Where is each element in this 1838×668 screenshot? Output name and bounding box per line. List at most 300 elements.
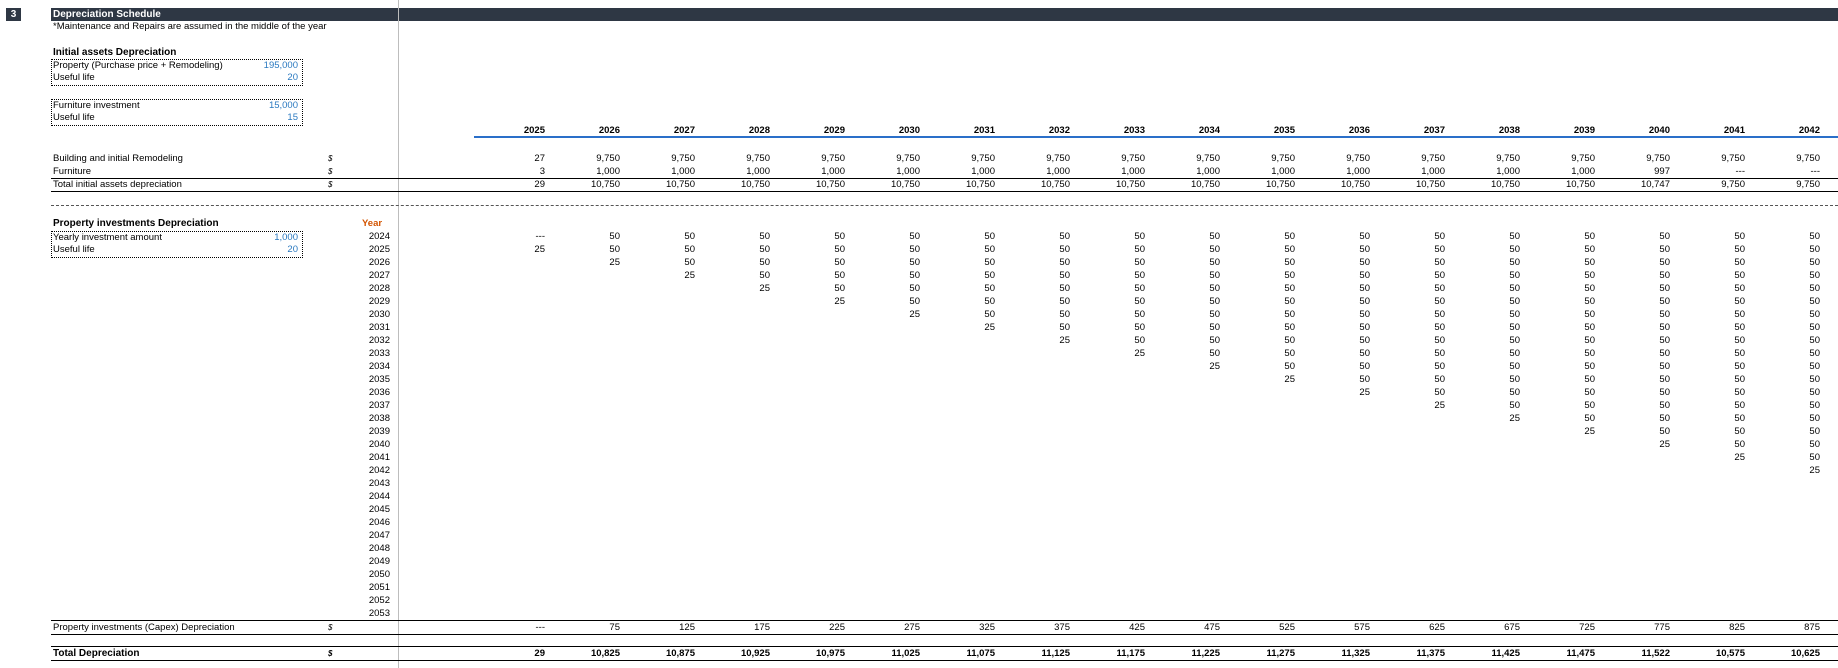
investment-depreciation-cell: 25 xyxy=(909,309,920,320)
investment-year-label: 2050 xyxy=(368,569,390,580)
investment-depreciation-cell: 25 xyxy=(1359,387,1370,398)
investment-depreciation-cell: 50 xyxy=(1509,361,1520,372)
investment-depreciation-cell: 50 xyxy=(1659,309,1670,320)
investment-depreciation-cell: 50 xyxy=(1209,335,1220,346)
investment-depreciation-cell: 50 xyxy=(1059,270,1070,281)
investment-year-label: 2051 xyxy=(368,582,390,593)
investment-depreciation-cell: 50 xyxy=(1584,400,1595,411)
depreciation-cell: 9,750 xyxy=(1196,153,1220,164)
investment-depreciation-cell: 50 xyxy=(1434,348,1445,359)
investment-depreciation-cell: 50 xyxy=(1209,244,1220,255)
depreciation-cell: 10,750 xyxy=(1565,179,1595,190)
investment-depreciation-cell: 50 xyxy=(1584,348,1595,359)
investment-depreciation-cell: 50 xyxy=(984,244,995,255)
furniture-row-label: Furniture xyxy=(53,166,92,177)
investment-depreciation-cell: 50 xyxy=(1809,348,1820,359)
furniture-label: Furniture investment xyxy=(53,100,140,111)
investment-depreciation-cell: 50 xyxy=(1059,309,1070,320)
investment-year-label: 2025 xyxy=(368,244,390,255)
total-cell: 11,025 xyxy=(891,648,920,659)
investment-year-label: 2027 xyxy=(368,270,390,281)
depreciation-cell: 9,750 xyxy=(821,153,845,164)
investment-year-label: 2047 xyxy=(368,530,390,541)
depreciation-cell: 10,750 xyxy=(890,179,920,190)
investment-depreciation-cell: 25 xyxy=(1209,361,1220,372)
total-cell: 11,275 xyxy=(1266,648,1295,659)
year-header-cell: 2029 xyxy=(823,125,845,136)
investment-depreciation-cell: 50 xyxy=(1284,348,1295,359)
investment-depreciation-cell: 50 xyxy=(1134,244,1145,255)
depreciation-cell: 1,000 xyxy=(1496,166,1520,177)
investment-depreciation-cell: 25 xyxy=(1434,400,1445,411)
investment-depreciation-cell: 50 xyxy=(1284,361,1295,372)
capex-cell: 875 xyxy=(1804,622,1820,633)
investment-year-label: 2031 xyxy=(368,322,390,333)
investment-depreciation-cell: 50 xyxy=(909,296,920,307)
investment-depreciation-cell: 50 xyxy=(1734,296,1745,307)
depreciation-cell: 9,750 xyxy=(1796,179,1820,190)
total-cell: 29 xyxy=(534,648,545,659)
investment-depreciation-cell: 50 xyxy=(1284,231,1295,242)
capex-label: Property investments (Capex) Depreciation xyxy=(53,622,235,633)
investment-depreciation-cell: 50 xyxy=(1209,270,1220,281)
investment-year-label: 2037 xyxy=(368,400,390,411)
depreciation-cell: 10,750 xyxy=(1190,179,1220,190)
capex-cell: --- xyxy=(535,622,545,633)
capex-cell: 275 xyxy=(904,622,920,633)
depreciation-cell: 9,750 xyxy=(1796,153,1820,164)
investment-depreciation-cell: 50 xyxy=(1434,257,1445,268)
depreciation-cell: 10,750 xyxy=(665,179,695,190)
investment-depreciation-cell: 50 xyxy=(1284,244,1295,255)
investment-year-label: 2026 xyxy=(368,257,390,268)
investment-depreciation-cell: 50 xyxy=(1584,283,1595,294)
capex-bottom-border xyxy=(51,634,1838,635)
investment-depreciation-cell: 50 xyxy=(1059,322,1070,333)
investment-depreciation-cell: 25 xyxy=(1659,439,1670,450)
capex-cell: 175 xyxy=(754,622,770,633)
investment-year-label: 2040 xyxy=(368,439,390,450)
depreciation-cell: 10,750 xyxy=(1265,179,1295,190)
capex-cell: 575 xyxy=(1354,622,1370,633)
investment-depreciation-cell: 50 xyxy=(1284,309,1295,320)
investment-depreciation-cell: 50 xyxy=(1809,387,1820,398)
header-underline xyxy=(474,136,1838,138)
investment-depreciation-cell: 50 xyxy=(1584,374,1595,385)
investment-depreciation-cell: 50 xyxy=(1434,309,1445,320)
investment-depreciation-cell: 50 xyxy=(984,296,995,307)
investment-depreciation-cell: 50 xyxy=(1359,257,1370,268)
investment-depreciation-cell: 50 xyxy=(1209,296,1220,307)
total-cell: 10,625 xyxy=(1790,648,1820,659)
investment-depreciation-cell: 50 xyxy=(1359,270,1370,281)
investment-depreciation-cell: --- xyxy=(535,231,545,242)
yearly-investment-input[interactable]: 1,000 xyxy=(274,232,298,243)
total-cell: 11,325 xyxy=(1341,648,1370,659)
investment-depreciation-cell: 50 xyxy=(1359,296,1370,307)
investment-depreciation-cell: 50 xyxy=(1434,283,1445,294)
investment-year-label: 2041 xyxy=(368,452,390,463)
investment-depreciation-cell: 50 xyxy=(1284,270,1295,281)
investment-depreciation-cell: 50 xyxy=(1059,283,1070,294)
frozen-column-divider xyxy=(398,0,399,668)
investment-depreciation-cell: 50 xyxy=(1059,257,1070,268)
investment-year-label: 2039 xyxy=(368,426,390,437)
initial-assets-heading: Initial assets Depreciation xyxy=(53,47,177,58)
property-life-input[interactable]: 20 xyxy=(287,72,298,83)
property-value-input[interactable]: 195,000 xyxy=(263,60,298,71)
investment-depreciation-cell: 50 xyxy=(1509,335,1520,346)
investment-depreciation-cell: 50 xyxy=(684,257,695,268)
investment-depreciation-cell: 50 xyxy=(1734,335,1745,346)
investment-depreciation-cell: 50 xyxy=(1209,283,1220,294)
investment-depreciation-cell: 50 xyxy=(984,283,995,294)
investment-depreciation-cell: 50 xyxy=(1509,283,1520,294)
investment-depreciation-cell: 25 xyxy=(684,270,695,281)
investment-depreciation-cell: 50 xyxy=(1734,257,1745,268)
depreciation-cell: 1,000 xyxy=(1121,166,1145,177)
depreciation-cell: 1,000 xyxy=(746,166,770,177)
investment-depreciation-cell: 50 xyxy=(759,231,770,242)
depreciation-cell: 9,750 xyxy=(1571,153,1595,164)
investment-depreciation-cell: 50 xyxy=(1584,270,1595,281)
total-cell: 11,075 xyxy=(966,648,995,659)
investment-depreciation-cell: 50 xyxy=(1809,244,1820,255)
investment-depreciation-cell: 50 xyxy=(834,244,845,255)
investment-depreciation-cell: 50 xyxy=(1659,348,1670,359)
investment-depreciation-cell: 50 xyxy=(1809,361,1820,372)
year-header-cell: 2032 xyxy=(1048,125,1070,136)
depreciation-cell: 1,000 xyxy=(1046,166,1070,177)
investment-year-label: 2028 xyxy=(368,283,390,294)
investment-depreciation-cell: 50 xyxy=(1284,257,1295,268)
total-cell: 10,825 xyxy=(590,648,620,659)
total-cell: 11,522 xyxy=(1641,648,1670,659)
investment-depreciation-cell: 50 xyxy=(1659,413,1670,424)
investment-depreciation-cell: 50 xyxy=(1059,296,1070,307)
currency-symbol: $ xyxy=(328,623,333,632)
inv-useful-life-label: Useful life xyxy=(53,244,95,255)
investment-year-label: 2043 xyxy=(368,478,390,489)
depreciation-cell: 1,000 xyxy=(1271,166,1295,177)
investment-depreciation-cell: 25 xyxy=(609,257,620,268)
investment-depreciation-cell: 50 xyxy=(1659,244,1670,255)
depreciation-cell: 997 xyxy=(1654,166,1670,177)
year-header-cell: 2041 xyxy=(1723,125,1745,136)
investment-depreciation-cell: 50 xyxy=(1509,257,1520,268)
total-cell: 11,475 xyxy=(1566,648,1595,659)
investment-depreciation-cell: 25 xyxy=(1284,374,1295,385)
investment-depreciation-cell: 50 xyxy=(1734,374,1745,385)
currency-symbol: $ xyxy=(328,180,333,189)
investment-depreciation-cell: 50 xyxy=(1434,270,1445,281)
investment-depreciation-cell: 50 xyxy=(1509,387,1520,398)
depreciation-cell: 9,750 xyxy=(1721,153,1745,164)
investment-depreciation-cell: 50 xyxy=(1659,361,1670,372)
section-divider xyxy=(51,205,1838,206)
investment-depreciation-cell: 50 xyxy=(1659,322,1670,333)
depreciation-cell: 10,750 xyxy=(1115,179,1145,190)
total-cell: 10,875 xyxy=(665,648,695,659)
investment-year-label: 2032 xyxy=(368,335,390,346)
investment-depreciation-cell: 50 xyxy=(1659,231,1670,242)
investment-depreciation-cell: 25 xyxy=(1134,348,1145,359)
investment-depreciation-cell: 50 xyxy=(1584,387,1595,398)
capex-cell: 525 xyxy=(1279,622,1295,633)
year-header-cell: 2025 xyxy=(523,125,545,136)
investment-depreciation-cell: 50 xyxy=(1809,231,1820,242)
total-cell: 11,225 xyxy=(1191,648,1220,659)
investment-depreciation-cell: 50 xyxy=(1434,244,1445,255)
inv-useful-life-input[interactable]: 20 xyxy=(287,244,298,255)
investment-depreciation-cell: 50 xyxy=(1134,296,1145,307)
capex-cell: 225 xyxy=(829,622,845,633)
investment-depreciation-cell: 50 xyxy=(1734,439,1745,450)
year-header-cell: 2030 xyxy=(898,125,920,136)
investment-depreciation-cell: 50 xyxy=(1734,361,1745,372)
investment-depreciation-cell: 50 xyxy=(1584,322,1595,333)
year-header-cell: 2037 xyxy=(1423,125,1445,136)
investment-depreciation-cell: 50 xyxy=(1734,270,1745,281)
investment-depreciation-cell: 50 xyxy=(1584,335,1595,346)
depreciation-cell: 9,750 xyxy=(746,153,770,164)
investment-depreciation-cell: 50 xyxy=(1134,257,1145,268)
investment-year-label: 2053 xyxy=(368,608,390,619)
investment-depreciation-cell: 50 xyxy=(1209,257,1220,268)
furniture-life-label: Useful life xyxy=(53,112,95,123)
investment-year-label: 2052 xyxy=(368,595,390,606)
investment-depreciation-cell: 50 xyxy=(1509,400,1520,411)
investment-depreciation-cell: 50 xyxy=(1284,322,1295,333)
investment-depreciation-cell: 50 xyxy=(1584,413,1595,424)
depreciation-cell: 10,750 xyxy=(815,179,845,190)
depreciation-cell: 9,750 xyxy=(1646,153,1670,164)
investment-depreciation-cell: 50 xyxy=(1434,361,1445,372)
depreciation-cell: 1,000 xyxy=(1196,166,1220,177)
investment-depreciation-cell: 50 xyxy=(1734,426,1745,437)
investment-depreciation-cell: 50 xyxy=(1284,296,1295,307)
investment-depreciation-cell: 50 xyxy=(609,244,620,255)
investment-depreciation-cell: 50 xyxy=(1359,283,1370,294)
investment-depreciation-cell: 50 xyxy=(1134,231,1145,242)
investment-depreciation-cell: 50 xyxy=(1134,270,1145,281)
capex-cell: 825 xyxy=(1729,622,1745,633)
depreciation-cell: 1,000 xyxy=(596,166,620,177)
depreciation-cell: 9,750 xyxy=(1346,153,1370,164)
depreciation-cell: 9,750 xyxy=(1121,153,1145,164)
investment-depreciation-cell: 50 xyxy=(909,270,920,281)
investment-depreciation-cell: 50 xyxy=(1584,309,1595,320)
investment-year-label: 2046 xyxy=(368,517,390,528)
currency-symbol: $ xyxy=(328,154,333,163)
investment-depreciation-cell: 50 xyxy=(759,270,770,281)
investment-depreciation-cell: 25 xyxy=(1059,335,1070,346)
capex-cell: 375 xyxy=(1054,622,1070,633)
investment-depreciation-cell: 50 xyxy=(1209,231,1220,242)
investment-depreciation-cell: 50 xyxy=(759,244,770,255)
investment-depreciation-cell: 50 xyxy=(834,270,845,281)
depreciation-cell: 10,747 xyxy=(1640,179,1670,190)
depreciation-cell: --- xyxy=(1810,166,1820,177)
depreciation-cell: 1,000 xyxy=(1421,166,1445,177)
investment-year-label: 2048 xyxy=(368,543,390,554)
depreciation-cell: 1,000 xyxy=(1346,166,1370,177)
investment-depreciation-cell: 50 xyxy=(1509,322,1520,333)
investment-depreciation-cell: 50 xyxy=(1134,335,1145,346)
investment-depreciation-cell: 50 xyxy=(1434,231,1445,242)
investment-depreciation-cell: 50 xyxy=(1209,348,1220,359)
capex-cell: 625 xyxy=(1429,622,1445,633)
investment-depreciation-cell: 50 xyxy=(1809,296,1820,307)
investment-depreciation-cell: 50 xyxy=(1284,335,1295,346)
depreciation-cell: 1,000 xyxy=(821,166,845,177)
depreciation-cell: 9,750 xyxy=(596,153,620,164)
investment-depreciation-cell: 50 xyxy=(1659,400,1670,411)
investment-depreciation-cell: 50 xyxy=(1809,322,1820,333)
investment-depreciation-cell: 50 xyxy=(1509,231,1520,242)
depreciation-cell: 9,750 xyxy=(1496,153,1520,164)
investment-depreciation-cell: 50 xyxy=(984,257,995,268)
investment-depreciation-cell: 50 xyxy=(684,244,695,255)
depreciation-cell: 10,750 xyxy=(1040,179,1070,190)
property-label: Property (Purchase price + Remodeling) xyxy=(53,60,223,71)
investment-depreciation-cell: 50 xyxy=(1734,400,1745,411)
investment-depreciation-cell: 50 xyxy=(1134,322,1145,333)
depreciation-cell: 9,750 xyxy=(1046,153,1070,164)
investment-year-label: 2034 xyxy=(368,361,390,372)
investment-year-label: 2042 xyxy=(368,465,390,476)
investment-depreciation-cell: 50 xyxy=(1359,361,1370,372)
investment-depreciation-cell: 50 xyxy=(984,309,995,320)
capex-cell: 125 xyxy=(679,622,695,633)
investment-depreciation-cell: 50 xyxy=(1134,283,1145,294)
investment-depreciation-cell: 50 xyxy=(1434,296,1445,307)
investment-depreciation-cell: 50 xyxy=(1809,335,1820,346)
capex-cell: 325 xyxy=(979,622,995,633)
capex-top-border xyxy=(51,620,1838,621)
investment-depreciation-cell: 50 xyxy=(1734,283,1745,294)
investment-year-label: 2035 xyxy=(368,374,390,385)
depreciation-cell: 1,000 xyxy=(971,166,995,177)
investment-depreciation-cell: 50 xyxy=(909,244,920,255)
investment-depreciation-cell: 50 xyxy=(1509,270,1520,281)
investment-depreciation-cell: 50 xyxy=(1734,322,1745,333)
investment-depreciation-cell: 50 xyxy=(1809,374,1820,385)
depreciation-cell: 9,750 xyxy=(1271,153,1295,164)
investment-depreciation-cell: 50 xyxy=(1359,309,1370,320)
furniture-life-input[interactable]: 15 xyxy=(287,112,298,123)
capex-cell: 775 xyxy=(1654,622,1670,633)
page-title: Depreciation Schedule xyxy=(53,9,161,20)
investment-depreciation-cell: 50 xyxy=(1659,335,1670,346)
property-life-label: Useful life xyxy=(53,72,95,83)
investment-depreciation-cell: 50 xyxy=(1509,244,1520,255)
investment-depreciation-cell: 50 xyxy=(1809,426,1820,437)
investment-depreciation-cell: 50 xyxy=(1734,244,1745,255)
investment-depreciation-cell: 25 xyxy=(1584,426,1595,437)
section-number: 3 xyxy=(6,8,21,21)
investment-depreciation-cell: 50 xyxy=(1734,387,1745,398)
depreciation-cell: 10,750 xyxy=(965,179,995,190)
total-cell: 10,975 xyxy=(815,648,845,659)
investment-depreciation-cell: 50 xyxy=(1434,335,1445,346)
investment-depreciation-cell: 25 xyxy=(834,296,845,307)
depreciation-cell: 9,750 xyxy=(1721,179,1745,190)
investment-depreciation-cell: 25 xyxy=(1509,413,1520,424)
investment-depreciation-cell: 50 xyxy=(1584,231,1595,242)
investment-depreciation-cell: 50 xyxy=(1809,439,1820,450)
year-header-cell: 2031 xyxy=(973,125,995,136)
investment-depreciation-cell: 50 xyxy=(1809,309,1820,320)
depreciation-cell: 3 xyxy=(539,166,545,177)
year-header-cell: 2027 xyxy=(673,125,695,136)
investment-depreciation-cell: 50 xyxy=(1809,283,1820,294)
capex-cell: 675 xyxy=(1504,622,1520,633)
investment-depreciation-cell: 50 xyxy=(1809,400,1820,411)
investment-depreciation-cell: 50 xyxy=(1359,322,1370,333)
depreciation-cell: 1,000 xyxy=(1571,166,1595,177)
investment-depreciation-cell: 50 xyxy=(1434,322,1445,333)
depreciation-cell: --- xyxy=(1735,166,1745,177)
depreciation-cell: 10,750 xyxy=(740,179,770,190)
investment-depreciation-cell: 25 xyxy=(759,283,770,294)
investment-year-label: 2024 xyxy=(368,231,390,242)
investment-depreciation-cell: 50 xyxy=(1209,309,1220,320)
investment-depreciation-cell: 50 xyxy=(1809,257,1820,268)
investment-depreciation-cell: 50 xyxy=(909,231,920,242)
investment-depreciation-cell: 50 xyxy=(1584,361,1595,372)
investment-depreciation-cell: 50 xyxy=(1734,231,1745,242)
investment-depreciation-cell: 50 xyxy=(1434,374,1445,385)
investment-depreciation-cell: 50 xyxy=(984,270,995,281)
investment-depreciation-cell: 50 xyxy=(834,231,845,242)
grand-total-top-border xyxy=(51,646,1838,647)
depreciation-cell: 29 xyxy=(534,179,545,190)
investment-depreciation-cell: 50 xyxy=(1359,374,1370,385)
year-header-cell: 2040 xyxy=(1648,125,1670,136)
investment-year-label: 2030 xyxy=(368,309,390,320)
investment-depreciation-cell: 50 xyxy=(1209,322,1220,333)
investment-depreciation-cell: 50 xyxy=(834,283,845,294)
investment-depreciation-cell: 50 xyxy=(1659,387,1670,398)
investment-depreciation-cell: 50 xyxy=(1509,374,1520,385)
depreciation-cell: 9,750 xyxy=(1421,153,1445,164)
investment-depreciation-cell: 50 xyxy=(1509,348,1520,359)
furniture-value-input[interactable]: 15,000 xyxy=(268,100,298,111)
investment-depreciation-cell: 50 xyxy=(1809,452,1820,463)
investment-depreciation-cell: 50 xyxy=(1434,387,1445,398)
investment-depreciation-cell: 50 xyxy=(1659,257,1670,268)
investment-depreciation-cell: 50 xyxy=(1059,244,1070,255)
investment-depreciation-cell: 50 xyxy=(1659,426,1670,437)
investment-depreciation-cell: 50 xyxy=(834,257,845,268)
year-header-cell: 2033 xyxy=(1123,125,1145,136)
currency-symbol: $ xyxy=(328,167,333,176)
capex-cell: 75 xyxy=(609,622,620,633)
investment-depreciation-cell: 50 xyxy=(1359,231,1370,242)
year-header-cell: 2036 xyxy=(1348,125,1370,136)
depreciation-cell: 1,000 xyxy=(671,166,695,177)
investment-year-label: 2045 xyxy=(368,504,390,515)
investment-depreciation-cell: 25 xyxy=(984,322,995,333)
total-cell: 11,375 xyxy=(1416,648,1445,659)
investment-depreciation-cell: 50 xyxy=(1509,309,1520,320)
investment-year-label: 2049 xyxy=(368,556,390,567)
investment-depreciation-cell: 50 xyxy=(1659,270,1670,281)
investment-year-label: 2033 xyxy=(368,348,390,359)
depreciation-cell: 1,000 xyxy=(896,166,920,177)
total-depreciation-label: Total Depreciation xyxy=(53,648,140,659)
